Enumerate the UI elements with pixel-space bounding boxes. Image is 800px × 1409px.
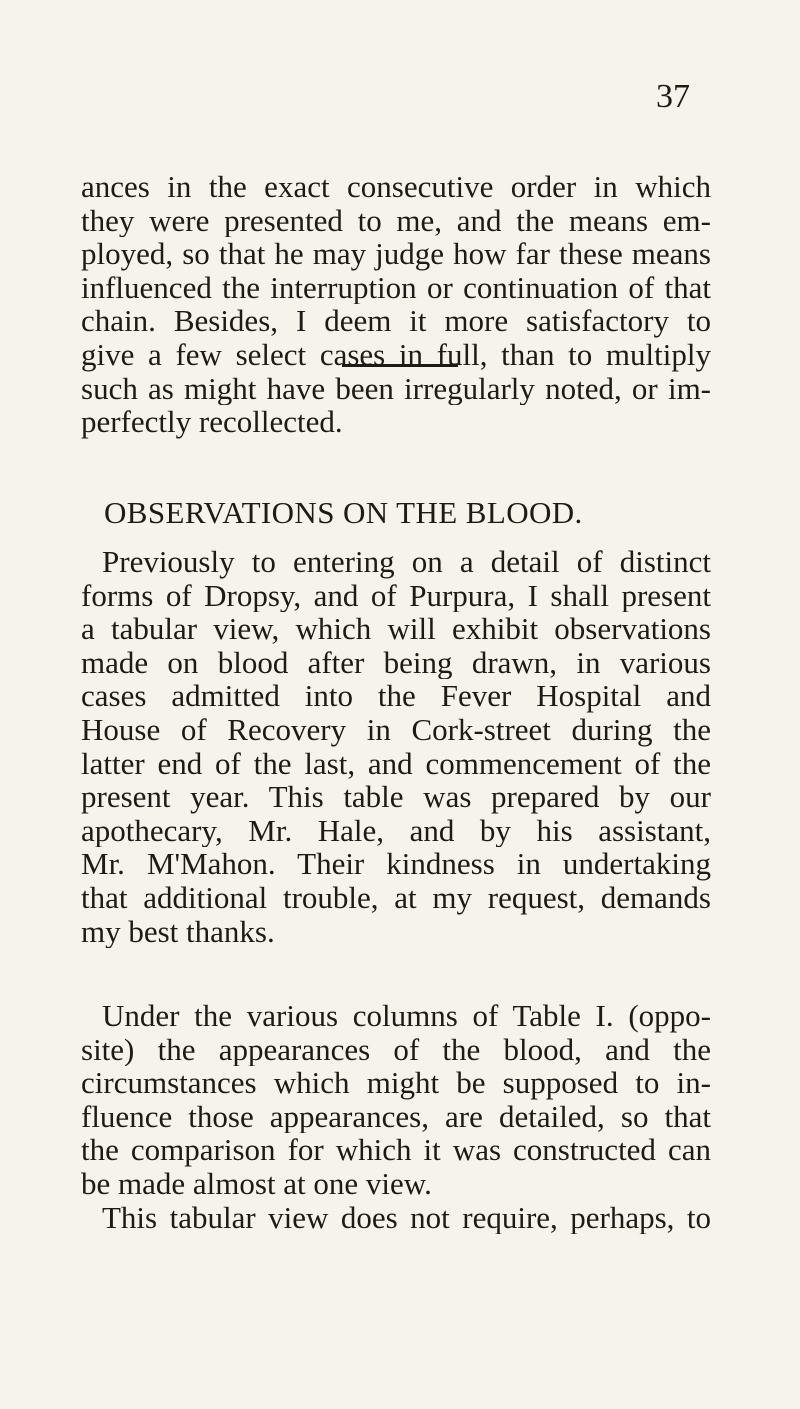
text-line: site) the appearances of the blood, and the [81,1032,711,1067]
paragraph-tabular-view-intro [81,545,711,948]
text-line: present year. This table was prepared by our [81,780,711,814]
text-line: influenced the interruption or continuation of that [81,270,711,305]
text-line: Previously to entering on a detail of distinct [102,545,711,579]
text-line: the comparison for which it was constructed can [81,1133,711,1167]
text-line: fluence those appearances, are detailed, so that [81,1099,711,1134]
text-line: Under the various columns of Table I. (oppo- [102,999,711,1033]
text-line: be made almost at one view. [81,1166,432,1201]
text-line: a tabular view, which will exhibit observations [81,612,711,646]
text-line: perfectly recollected. [81,405,343,439]
page-number: 37 [656,78,690,115]
text-line: made on blood after being drawn, in various [81,645,711,680]
text-line: they were presented to me, and the means em- [81,203,711,238]
text-line: my best thanks. [81,914,275,949]
text-line: House of Recovery in Cork-street during the [81,712,711,747]
text-line: circumstances which might be supposed to in- [81,1066,711,1100]
text-line: that additional trouble, at my request, demands [81,880,711,915]
section-heading: OBSERVATIONS ON THE BLOOD. [104,495,583,530]
text-line: ployed, so that he may judge how far these means [81,237,711,271]
paragraph-continuation [81,170,711,439]
text-line: apothecary, Mr. Hale, and by his assistant, [81,813,711,848]
paragraph-table-columns [81,999,711,1234]
text-line: This tabular view does not require, perhaps, to [102,1200,711,1235]
text-line: give a few select cases in full, than to multiply [81,337,711,372]
text-line: such as might have been irregularly noted, or im- [81,371,711,406]
text-line: ances in the exact consecutive order in which [81,170,711,204]
text-line: Mr. M'Mahon. Their kindness in undertaking [81,847,711,881]
text-line: latter end of the last, and commencement of the [81,746,711,781]
text-line: chain. Besides, I deem it more satisfactory to [81,304,711,338]
text-line: cases admitted into the Fever Hospital and [81,679,711,713]
section-rule [342,364,458,367]
text-line: forms of Dropsy, and of Purpura, I shall present [81,578,711,613]
